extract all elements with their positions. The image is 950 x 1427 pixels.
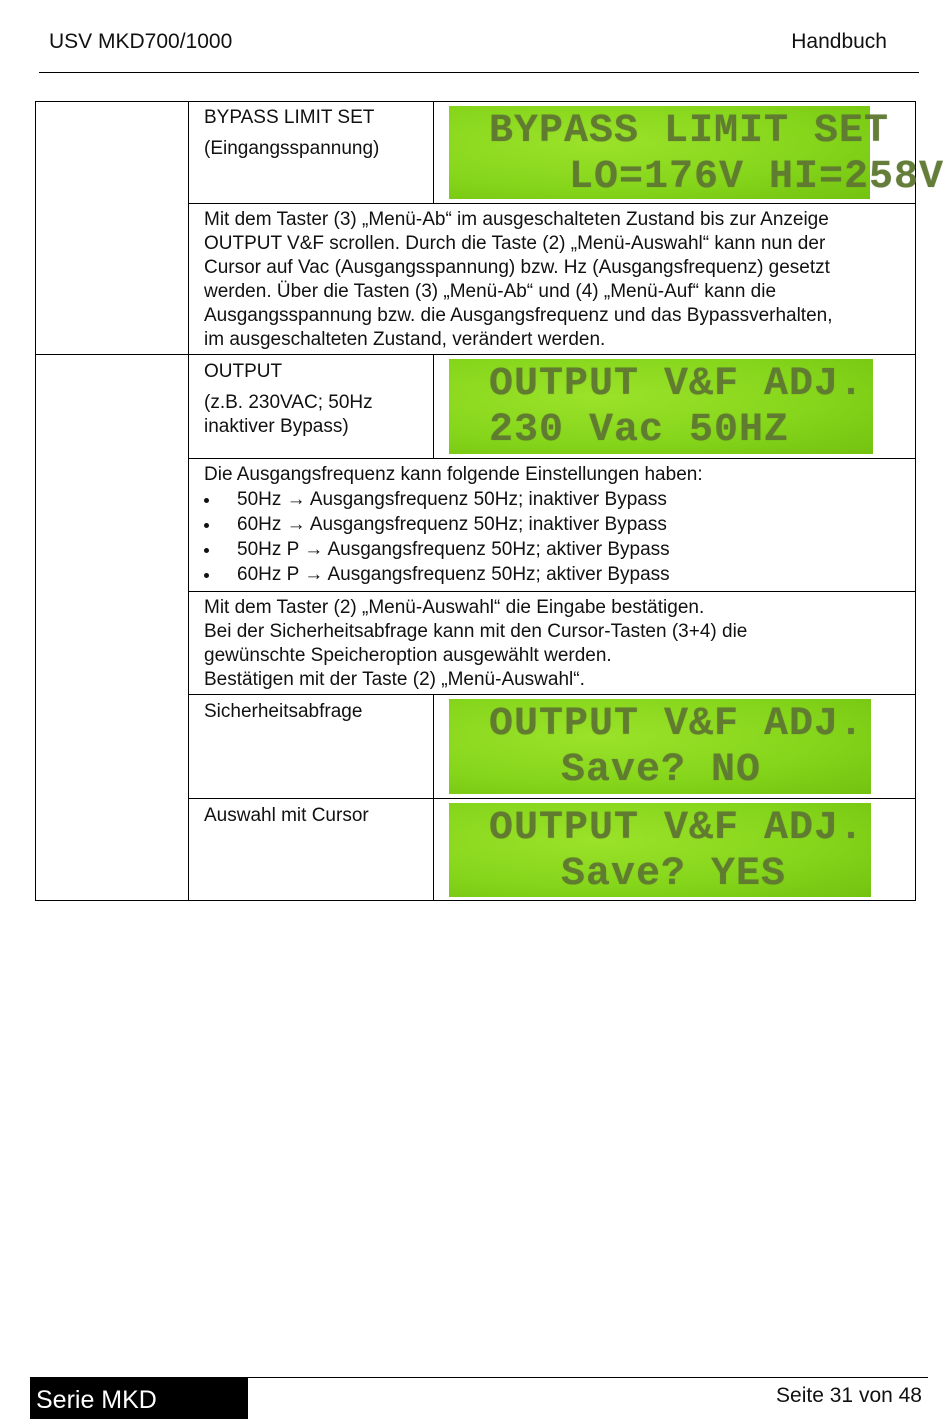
confirm-instructions: Mit dem Taster (2) „Menü-Auswahl“ die Eingabe bestätigen. Bei der Sicherheitsabfrage kann mit den Cursor-Tasten (3+4) die gewünschte Speicheroption ausgewählt werden. Bestätigen mit der Taste (2) „Menü-Auswahl“. [204, 597, 748, 690]
footer-divider [248, 1377, 928, 1378]
bullet-icon [204, 498, 209, 503]
header-divider [39, 72, 919, 73]
lcd-save-no: OUTPUT V&F ADJ. Save? NO [449, 699, 871, 794]
bypass-label: BYPASS LIMIT SET (Eingangsspannung) [204, 107, 380, 159]
output-label: OUTPUT (z.B. 230VAC; 50Hz inaktiver Bypass) [204, 361, 373, 437]
bullet-icon [204, 548, 209, 553]
header-doc-type: Handbuch [791, 30, 887, 53]
header-doc-title: USV MKD700/1000 [49, 30, 233, 53]
safety-prompt-label: Sicherheitsabfrage [204, 701, 363, 722]
bullet-icon [204, 573, 209, 578]
lcd-bypass-limit: BYPASS LIMIT SET LO=176V HI=258V [449, 106, 870, 199]
footer-series: Serie MKD [30, 1377, 248, 1419]
lcd-output-adjust: OUTPUT V&F ADJ. 230 Vac 50HZ [449, 359, 873, 454]
cursor-select-label: Auswahl mit Cursor [204, 805, 369, 826]
frequency-settings: Die Ausgangsfrequenz kann folgende Einstellungen haben: 50Hz → Ausgangsfrequenz 50Hz; inaktiver Bypass 60Hz → Ausgangsfrequenz 50Hz; inaktiver Bypass 50Hz P → Ausgangsfrequenz 50Hz; aktiver Bypass 60Hz P → Ausgangsfrequenz 50Hz; aktiver Bypass [204, 463, 909, 588]
footer-page-number: Seite 31 von 48 [776, 1384, 922, 1407]
bullet-icon [204, 523, 209, 528]
instruction-paragraph-1: Mit dem Taster (3) „Menü-Ab“ im ausgeschalteten Zustand bis zur Anzeige OUTPUT V&F scrollen. Durch die Taste (2) „Menü-Auswahl“ kann nun der Cursor auf Vac (Ausgangsspannung) bzw. Hz (Ausgangsfrequenz) gesetzt werden. Über die Tasten (3) „Menü-Ab“ und (4) „Menü-Auf“ kann die Ausgangsspannung bzw. die Ausgangsfrequenz und das Bypassverhalten, im ausgeschalteten Zustand, verändert werden. [204, 209, 833, 350]
lcd-save-yes: OUTPUT V&F ADJ. Save? YES [449, 803, 871, 897]
frequency-intro: Die Ausgangsfrequenz kann folgende Einstellungen haben: [204, 464, 703, 485]
